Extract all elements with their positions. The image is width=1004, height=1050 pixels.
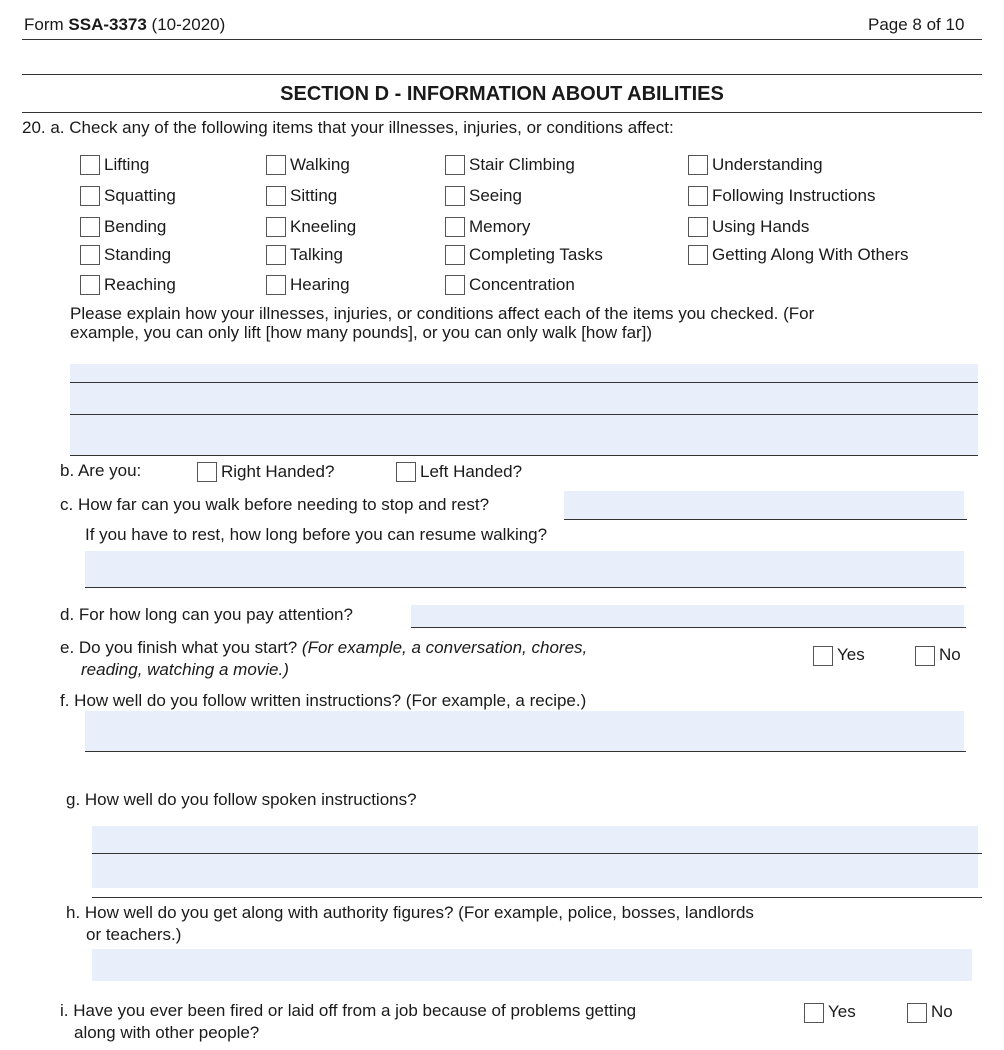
q20c-prompt: c. How far can you walk before needing to stop and rest?	[60, 495, 490, 514]
standing-checkbox[interactable]	[80, 245, 100, 265]
header-rule	[22, 39, 982, 40]
section-rule-bottom	[22, 112, 982, 113]
standing-label: Standing	[104, 245, 172, 264]
talking-checkbox[interactable]	[266, 245, 286, 265]
q20b-prompt: b. Are you:	[60, 461, 142, 480]
using-hands-label: Using Hands	[712, 217, 810, 236]
lifting-checkbox[interactable]	[80, 155, 100, 175]
memory-checkbox[interactable]	[445, 217, 465, 237]
stair-climbing-label: Stair Climbing	[469, 155, 575, 174]
q20c-rest-field[interactable]	[85, 551, 964, 587]
q20a-explain-field[interactable]	[70, 364, 978, 456]
kneeling-label: Kneeling	[290, 217, 357, 236]
talking-label: Talking	[290, 245, 343, 264]
q20g-field[interactable]	[92, 826, 978, 888]
concentration-checkbox[interactable]	[445, 275, 465, 295]
stair-climbing-checkbox[interactable]	[445, 155, 465, 175]
sitting-label: Sitting	[290, 186, 338, 205]
using-hands-checkbox[interactable]	[688, 217, 708, 237]
q20h-field[interactable]	[92, 949, 972, 981]
q20d-line	[411, 627, 966, 628]
right-handed-label: Right Handed?	[221, 462, 335, 481]
q20e-prompt-line2: reading, watching a movie.)	[81, 660, 289, 679]
lifting-label: Lifting	[104, 155, 150, 174]
squatting-checkbox[interactable]	[80, 186, 100, 206]
q20e-prompt-line1	[60, 638, 587, 658]
q20c-sub-prompt: If you have to rest, how long before you can resume walking?	[85, 525, 548, 544]
q20i-no-checkbox[interactable]	[907, 1003, 927, 1023]
q20c-rest-line	[85, 587, 966, 588]
kneeling-checkbox[interactable]	[266, 217, 286, 237]
q20f-field[interactable]	[85, 711, 964, 751]
bending-label: Bending	[104, 217, 167, 236]
following-instructions-checkbox[interactable]	[688, 186, 708, 206]
form-prefix: Form	[24, 15, 69, 34]
page-number: Page 8 of 10	[868, 15, 965, 34]
q20a-explain-line1: Please explain how your illnesses, injuries, or conditions affect each of the items you checked. (For	[70, 304, 815, 323]
squatting-label: Squatting	[104, 186, 176, 205]
understanding-label: Understanding	[712, 155, 823, 174]
form-id	[24, 15, 225, 35]
getting-along-label: Getting Along With Others	[712, 245, 909, 264]
concentration-label: Concentration	[469, 275, 575, 294]
q20a-line-3	[70, 455, 978, 456]
q20c-walk-line	[564, 519, 967, 520]
understanding-checkbox[interactable]	[688, 155, 708, 175]
seeing-checkbox[interactable]	[445, 186, 465, 206]
q20i-yes-label: Yes	[828, 1002, 856, 1021]
hearing-label: Hearing	[290, 275, 350, 294]
q20a-explain-line2: example, you can only lift [how many pounds], or you can only walk [how far])	[70, 323, 653, 342]
seeing-label: Seeing	[469, 186, 522, 205]
completing-tasks-label: Completing Tasks	[469, 245, 603, 264]
q20h-line2: or teachers.)	[86, 925, 182, 944]
section-title: SECTION D - INFORMATION ABOUT ABILITIES	[280, 83, 724, 105]
getting-along-checkbox[interactable]	[688, 245, 708, 265]
section-rule-top	[22, 74, 982, 75]
q20g-line-1	[92, 853, 982, 854]
q20c-walk-field[interactable]	[564, 491, 964, 519]
walking-checkbox[interactable]	[266, 155, 286, 175]
hearing-checkbox[interactable]	[266, 275, 286, 295]
q20h-line1: h. How well do you get along with authority figures? (For example, police, bosses, landlords	[66, 903, 754, 922]
q20a-line-1	[70, 382, 978, 383]
q20d-prompt: d. For how long can you pay attention?	[60, 605, 353, 624]
memory-label: Memory	[469, 217, 531, 236]
bending-checkbox[interactable]	[80, 217, 100, 237]
q20i-line2: along with other people?	[74, 1023, 260, 1042]
walking-label: Walking	[290, 155, 350, 174]
q20a-prompt: 20. a. Check any of the following items that your illnesses, injuries, or conditions affect:	[22, 118, 674, 137]
q20e-no-checkbox[interactable]	[915, 646, 935, 666]
q20i-no-label: No	[931, 1002, 953, 1021]
q20e-prompt-plain: e. Do you finish what you start?	[60, 638, 302, 657]
left-handed-label: Left Handed?	[420, 462, 523, 481]
completing-tasks-checkbox[interactable]	[445, 245, 465, 265]
q20f-line	[85, 751, 966, 752]
reaching-label: Reaching	[104, 275, 176, 294]
form-number: SSA-3373	[68, 15, 147, 34]
q20i-yes-checkbox[interactable]	[804, 1003, 824, 1023]
q20e-no-label: No	[939, 645, 961, 664]
q20f-prompt: f. How well do you follow written instructions? (For example, a recipe.)	[60, 691, 587, 710]
q20g-prompt: g. How well do you follow spoken instructions?	[66, 790, 417, 809]
left-handed-checkbox[interactable]	[396, 462, 416, 482]
q20g-line-2	[92, 897, 982, 898]
q20i-line1: i. Have you ever been fired or laid off from a job because of problems getting	[60, 1001, 637, 1020]
q20e-yes-checkbox[interactable]	[813, 646, 833, 666]
q20e-yes-label: Yes	[837, 645, 865, 664]
q20d-field[interactable]	[411, 605, 964, 627]
right-handed-checkbox[interactable]	[197, 462, 217, 482]
q20a-line-2	[70, 414, 978, 415]
q20e-prompt-italic: (For example, a conversation, chores,	[301, 638, 588, 657]
reaching-checkbox[interactable]	[80, 275, 100, 295]
form-version: (10-2020)	[146, 15, 226, 34]
sitting-checkbox[interactable]	[266, 186, 286, 206]
following-instructions-label: Following Instructions	[712, 186, 876, 205]
